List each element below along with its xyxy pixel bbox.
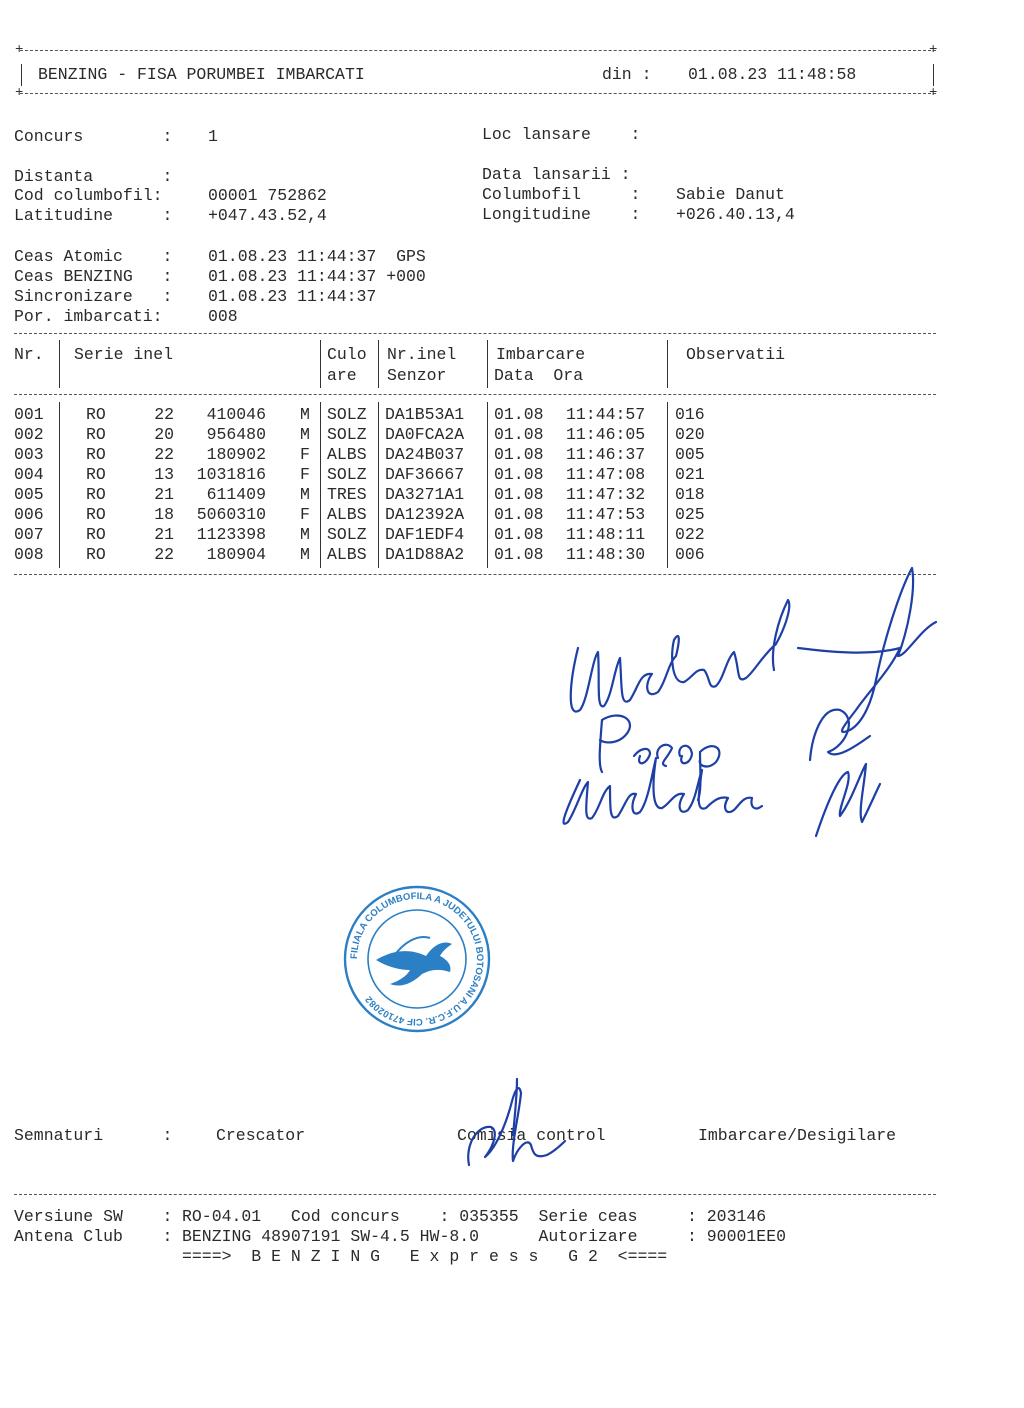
header-culoare: Culo xyxy=(327,345,367,364)
cell-tara: RO xyxy=(86,485,106,504)
commission-signatures xyxy=(540,560,960,850)
cell-senzor: DA12392A xyxy=(385,505,465,524)
column-separator xyxy=(667,340,668,388)
corner-mark: + xyxy=(15,85,24,101)
cell-data: 01.08 xyxy=(494,425,544,444)
cell-an: 22 xyxy=(154,445,174,464)
cell-observatii: 016 xyxy=(675,405,705,424)
cell-culoare: ALBS xyxy=(327,545,367,564)
sincronizare-label: Sincronizare : xyxy=(14,287,173,306)
comisia-control-label: Comisia control xyxy=(457,1126,606,1145)
cell-observatii: 006 xyxy=(675,545,705,564)
cell-serie: 611409 xyxy=(206,485,266,504)
cell-culoare: SOLZ xyxy=(327,465,367,484)
cell-serie: 1123398 xyxy=(196,525,266,544)
control-signature xyxy=(455,1075,575,1175)
header-observatii: Observatii xyxy=(686,345,786,364)
concurs-value: 1 xyxy=(208,127,218,146)
cell-an: 13 xyxy=(154,465,174,484)
cell-serie: 410046 xyxy=(206,405,266,424)
footer-divider xyxy=(14,1194,936,1195)
cell-culoare: SOLZ xyxy=(327,425,367,444)
cell-an: 20 xyxy=(154,425,174,444)
cell-serie: 956480 xyxy=(206,425,266,444)
cell-data: 01.08 xyxy=(494,525,544,544)
header-culoare-cont: are xyxy=(327,366,357,385)
table-top-border xyxy=(14,333,936,334)
data-lansarii-label: Data lansarii : xyxy=(482,165,631,184)
cell-nr: 006 xyxy=(14,505,44,524)
cell-data: 01.08 xyxy=(494,405,544,424)
cell-ora: 11:46:37 xyxy=(566,445,646,464)
cell-ora: 11:47:53 xyxy=(566,505,646,524)
cell-ora: 11:48:30 xyxy=(566,545,646,564)
column-separator xyxy=(320,340,321,388)
cell-culoare: SOLZ xyxy=(327,405,367,424)
cell-nr: 002 xyxy=(14,425,44,444)
cell-sex: M xyxy=(300,525,310,544)
cell-culoare: TRES xyxy=(327,485,367,504)
ceas-benzing-label: Ceas BENZING : xyxy=(14,267,173,286)
cell-sex: F xyxy=(300,505,310,524)
cell-observatii: 022 xyxy=(675,525,705,544)
cell-senzor: DA1B53A1 xyxy=(385,405,465,424)
header-nr: Nr. xyxy=(14,345,44,364)
corner-mark: + xyxy=(15,42,24,58)
cell-serie: 5060310 xyxy=(196,505,266,524)
cell-senzor: DA1D88A2 xyxy=(385,545,465,564)
ceas-atomic-label: Ceas Atomic : xyxy=(14,247,173,266)
cell-sex: M xyxy=(300,405,310,424)
column-separator xyxy=(59,402,60,568)
cell-culoare: ALBS xyxy=(327,445,367,464)
cell-sex: M xyxy=(300,425,310,444)
column-separator xyxy=(378,340,379,388)
cell-tara: RO xyxy=(86,505,106,524)
dove-icon xyxy=(376,943,452,986)
cell-observatii: 018 xyxy=(675,485,705,504)
cell-sex: F xyxy=(300,465,310,484)
cell-ora: 11:47:08 xyxy=(566,465,646,484)
cell-nr: 001 xyxy=(14,405,44,424)
issue-date-label: din : xyxy=(602,65,652,84)
cell-tara: RO xyxy=(86,405,106,424)
cell-senzor: DA0FCA2A xyxy=(385,425,465,444)
cell-tara: RO xyxy=(86,425,106,444)
cell-ora: 11:48:11 xyxy=(566,525,646,544)
cell-data: 01.08 xyxy=(494,465,544,484)
antena-club-label: Antena Club : xyxy=(14,1227,173,1246)
cell-an: 22 xyxy=(154,545,174,564)
cell-nr: 004 xyxy=(14,465,44,484)
column-separator xyxy=(667,402,668,568)
cell-data: 01.08 xyxy=(494,445,544,464)
cell-serie: 180902 xyxy=(206,445,266,464)
stamp-text: FILIALA COLUMBOFILA A JUDETULUI BOTOSANI A.U.F.C.R. CIF 47102082 xyxy=(348,890,486,1028)
cell-nr: 008 xyxy=(14,545,44,564)
header-right-border xyxy=(933,64,934,86)
semnaturi-label: Semnaturi : xyxy=(14,1126,173,1145)
cell-sex: M xyxy=(300,545,310,564)
benzing-express-banner: ====> B E N Z I N G E x p r e s s G 2 <==== xyxy=(182,1247,668,1266)
versiune-sw-value: RO-04.01 Cod concurs : 035355 Serie ceas : 203146 xyxy=(182,1207,767,1226)
cell-an: 18 xyxy=(154,505,174,524)
column-separator xyxy=(59,340,60,388)
distanta-label: Distanta : xyxy=(14,167,173,186)
cell-nr: 003 xyxy=(14,445,44,464)
cell-senzor: DA3271A1 xyxy=(385,485,465,504)
sincronizare-value: 01.08.23 11:44:37 xyxy=(208,287,377,306)
cell-tara: RO xyxy=(86,445,106,464)
cell-serie: 1031816 xyxy=(196,465,266,484)
cell-culoare: ALBS xyxy=(327,505,367,524)
header-bottom-border xyxy=(20,93,936,94)
ceas-atomic-value: 01.08.23 11:44:37 GPS xyxy=(208,247,426,266)
cell-culoare: SOLZ xyxy=(327,525,367,544)
cell-ora: 11:47:32 xyxy=(566,485,646,504)
column-separator xyxy=(487,340,488,388)
cell-data: 01.08 xyxy=(494,485,544,504)
cell-observatii: 005 xyxy=(675,445,705,464)
header-data-ora: Data Ora xyxy=(494,366,584,385)
cell-tara: RO xyxy=(86,525,106,544)
cod-columbofil-value: 00001 752862 xyxy=(208,186,327,205)
cell-nr: 005 xyxy=(14,485,44,504)
issue-date-value: 01.08.23 11:48:58 xyxy=(688,65,857,84)
longitudine-value: +026.40.13,4 xyxy=(676,205,795,224)
header-left-border xyxy=(21,64,22,86)
latitudine-label: Latitudine : xyxy=(14,206,173,225)
cell-observatii: 025 xyxy=(675,505,705,524)
cell-ora: 11:44:57 xyxy=(566,405,646,424)
cell-senzor: DAF36667 xyxy=(385,465,465,484)
header-nr-inel: Nr.inel xyxy=(387,345,457,364)
cell-serie: 180904 xyxy=(206,545,266,564)
imbarcare-desigilare-label: Imbarcare/Desigilare xyxy=(698,1126,897,1145)
loc-lansare-label: Loc lansare : xyxy=(482,125,641,144)
table-header-border xyxy=(14,394,936,395)
club-stamp-seal xyxy=(342,884,492,1034)
cell-data: 01.08 xyxy=(494,545,544,564)
columbofil-label: Columbofil : xyxy=(482,185,641,204)
cell-sex: F xyxy=(300,445,310,464)
por-imbarcati-label: Por. imbarcati: xyxy=(14,307,163,326)
column-separator xyxy=(378,402,379,568)
document-title: BENZING - FISA PORUMBEI IMBARCATI xyxy=(38,65,365,84)
corner-mark: + xyxy=(929,42,938,58)
corner-mark: + xyxy=(929,85,938,101)
header-top-border xyxy=(20,50,936,51)
column-separator xyxy=(320,402,321,568)
concurs-label: Concurs : xyxy=(14,127,173,146)
latitudine-value: +047.43.52,4 xyxy=(208,206,327,225)
versiune-sw-label: Versiune SW : xyxy=(14,1207,173,1226)
cod-columbofil-label: Cod columbofil: xyxy=(14,186,163,205)
longitudine-label: Longitudine : xyxy=(482,205,641,224)
cell-ora: 11:46:05 xyxy=(566,425,646,444)
header-serie-inel: Serie inel xyxy=(74,345,174,364)
ceas-benzing-value: 01.08.23 11:44:37 +000 xyxy=(208,267,426,286)
cell-senzor: DA24B037 xyxy=(385,445,465,464)
cell-data: 01.08 xyxy=(494,505,544,524)
column-separator xyxy=(487,402,488,568)
cell-sex: M xyxy=(300,485,310,504)
header-senzor: Senzor xyxy=(387,366,447,385)
columbofil-value: Sabie Danut xyxy=(676,185,785,204)
antena-club-value: BENZING 48907191 SW-4.5 HW-8.0 Autorizare : 90001EE0 xyxy=(182,1227,786,1246)
por-imbarcati-value: 008 xyxy=(208,307,238,326)
cell-tara: RO xyxy=(86,545,106,564)
cell-tara: RO xyxy=(86,465,106,484)
cell-an: 21 xyxy=(154,525,174,544)
cell-senzor: DAF1EDF4 xyxy=(385,525,465,544)
cell-an: 22 xyxy=(154,405,174,424)
header-imbarcare: Imbarcare xyxy=(496,345,586,364)
cell-nr: 007 xyxy=(14,525,44,544)
cell-an: 21 xyxy=(154,485,174,504)
crescator-label: Crescator xyxy=(216,1126,306,1145)
cell-observatii: 021 xyxy=(675,465,705,484)
cell-observatii: 020 xyxy=(675,425,705,444)
